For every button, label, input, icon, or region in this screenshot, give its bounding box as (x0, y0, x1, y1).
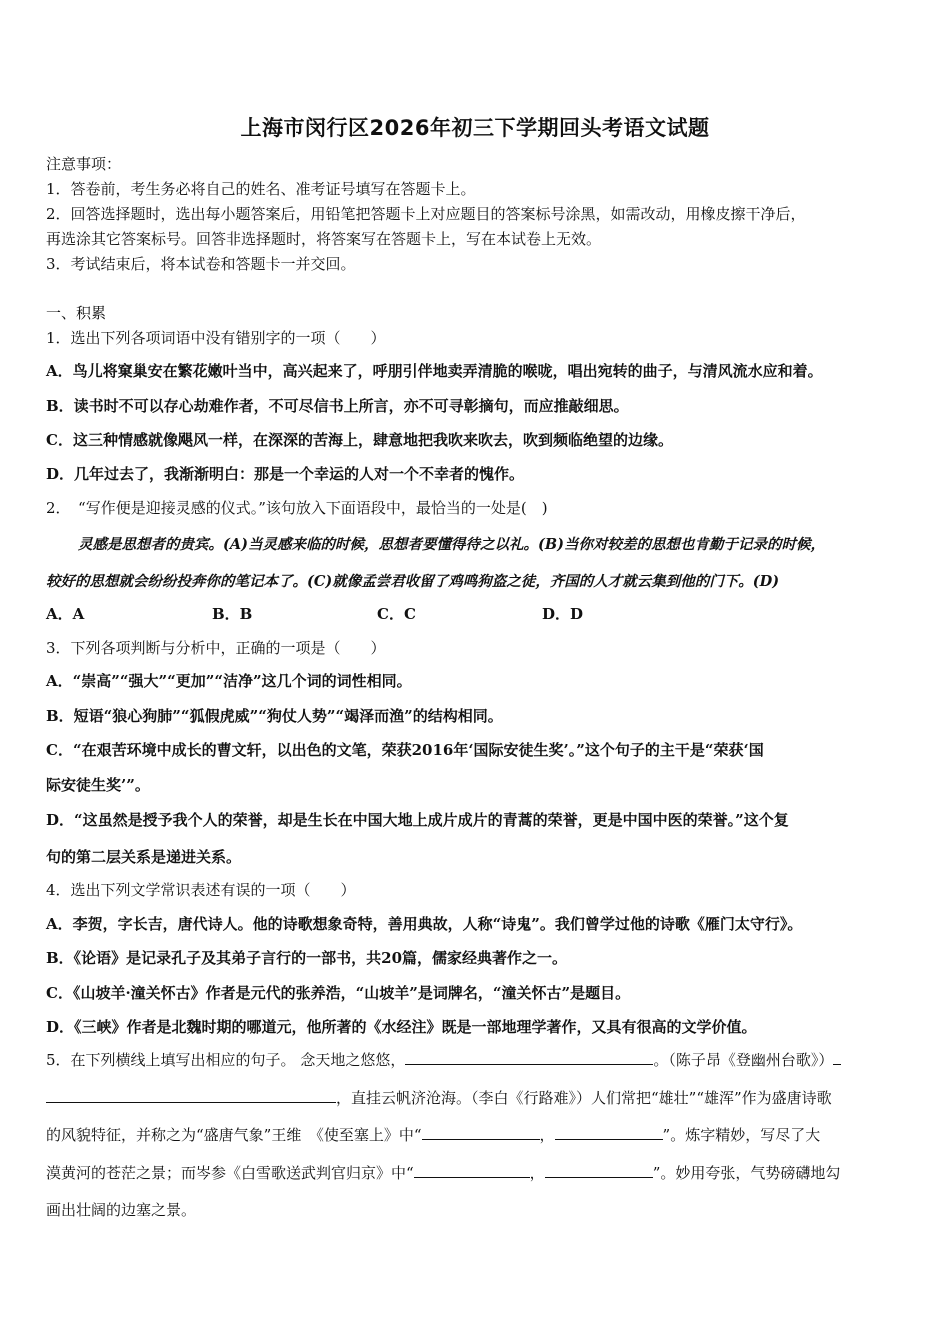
answer-blank[interactable] (414, 1163, 530, 1178)
q5-text: 的风貌特征，并称之为“盛唐气象”王维 《使至塞上》中“ (46, 1126, 422, 1144)
q5-text: ，直挂云帆济沧海。（李白《行路难》）人们常把“雄壮”“雄浑”作为盛唐诗歌 (336, 1089, 832, 1107)
q5-line-3 (46, 1124, 820, 1145)
answer-blank[interactable] (405, 1050, 653, 1065)
q3-option-a: A．“崇高”“强大”“更加”“洁净”这几个词的词性相同。 (46, 672, 412, 690)
q3-option-d-cont: 句的第二层关系是递进关系。 (46, 848, 242, 866)
q5-text: ”。炼字精妙，写尽了大 (662, 1126, 821, 1144)
q5-text: ”。妙用夸张，气势磅礴地勾 (652, 1164, 841, 1182)
q4-option-c: C．《山坡羊·潼关怀古》作者是元代的张养浩，“山坡羊”是词牌名，“潼关怀古”是题目。 (46, 984, 631, 1002)
q2-option-c: C．C (377, 605, 416, 623)
q5-line-5: 画出壮阔的边塞之景。 (46, 1201, 197, 1219)
q4-option-d: D．《三峡》作者是北魏时期的哪道元，他所著的《水经注》既是一部地理学著作，又具有很高的文学价值。 (46, 1018, 757, 1036)
q5-text: 。（陈子昂《登幽州台歌》） (653, 1051, 834, 1069)
q2-option-b: B．B (212, 605, 253, 623)
q5-text: ， (529, 1164, 545, 1182)
q3-stem: 3．下列各项判断与分析中，正确的一项是（ ） (46, 639, 386, 657)
q1-option-b: B．读书时不可以存心劫难作者，不可尽信书上所言，亦不可寻彰摘句，而应推敲细思。 (46, 397, 629, 415)
answer-blank[interactable] (833, 1050, 841, 1065)
notice-item-3: 3．考试结束后，将本试卷和答题卡一并交回。 (46, 255, 356, 273)
notice-heading: 注意事项： (46, 155, 122, 173)
notice-item-2: 2．回答选择题时，选出每小题答案后，用铅笔把答题卡上对应题目的答案标号涂黑，如需改动，用橡皮擦干净后， (46, 205, 806, 223)
q2-stem: 2． “写作便是迎接灵感的仪式。”该句放入下面语段中，最恰当的一处是( ) (46, 499, 548, 517)
answer-blank[interactable] (545, 1163, 653, 1178)
notice-item-1: 1．答卷前，考生务必将自己的姓名、准考证号填写在答题卡上。 (46, 180, 476, 198)
q2-passage-line-1: 灵感是思想者的贵宾。(A)当灵感来临的时候，思想者要懂得待之以礼。(B)当你对较差的思想也肯勤于记录的时候， (78, 536, 825, 553)
q3-option-c: C．“在艰苦环境中成长的曹文轩，以出色的文笔，荣获2016年‘国际安徒生奖’。”这个句子的主干是“荣获‘国 (46, 741, 764, 759)
q3-option-c-cont: 际安徒生奖’”。 (46, 776, 150, 794)
answer-blank[interactable] (46, 1088, 336, 1103)
q2-option-d: D．D (542, 605, 584, 623)
q2-option-a: A．A (46, 605, 85, 623)
q5-text: ， (539, 1126, 555, 1144)
answer-blank[interactable] (422, 1125, 540, 1140)
q2-passage-line-2: 较好的思想就会纷纷投奔你的笔记本了。(C)就像孟尝君收留了鸡鸣狗盗之徒，齐国的人才就云集到他的门下。(D) (46, 573, 780, 590)
q5-line-2 (46, 1087, 832, 1108)
q5-text: 漠黄河的苍茫之景；而岑参《白雪歌送武判官归京》中“ (46, 1164, 414, 1182)
q3-option-d: D．“这虽然是授予我个人的荣誉，却是生长在中国大地上成片成片的青蒿的荣誉，更是中国中医的荣誉。”这个复 (46, 811, 789, 829)
page-title: 上海市闵行区2026年初三下学期回头考语文试题 (240, 116, 710, 140)
section-heading: 一、积累 (46, 304, 107, 322)
q4-option-b: B．《论语》是记录孔子及其弟子言行的一部书，共20篇，儒家经典著作之一。 (46, 949, 568, 967)
q5-text: 5．在下列横线上填写出相应的句子。 念天地之悠悠， (46, 1051, 406, 1069)
q1-option-d: D．几年过去了，我渐渐明白：那是一个幸运的人对一个不幸者的愧作。 (46, 465, 525, 483)
q1-stem: 1．选出下列各项词语中没有错别字的一项（ ） (46, 329, 386, 347)
q5-line-1 (46, 1049, 841, 1070)
notice-item-2-cont: 再选涂其它答案标号。回答非选择题时，将答案写在答题卡上，写在本试卷上无效。 (46, 230, 602, 248)
q3-option-b: B．短语“狼心狗肺”“狐假虎威”“狗仗人势”“竭泽而渔”的结构相同。 (46, 707, 503, 725)
q4-stem: 4．选出下列文学常识表述有误的一项（ ） (46, 881, 356, 899)
answer-blank[interactable] (555, 1125, 663, 1140)
q5-line-4 (46, 1162, 840, 1183)
q4-option-a: A．李贺，字长吉，唐代诗人。他的诗歌想象奇特，善用典故，人称“诗鬼”。我们曾学过他的诗歌《雁门太守行》。 (46, 915, 803, 933)
q1-option-c: C．这三种情感就像飓风一样，在深深的苦海上，肆意地把我吹来吹去，吹到频临绝望的边缘。 (46, 431, 673, 449)
q1-option-a: A．鸟儿将窠巢安在繁花嫩叶当中，高兴起来了，呼朋引伴地卖弄清脆的喉咙，唱出宛转的曲子，与清风流水应和着。 (46, 362, 823, 380)
